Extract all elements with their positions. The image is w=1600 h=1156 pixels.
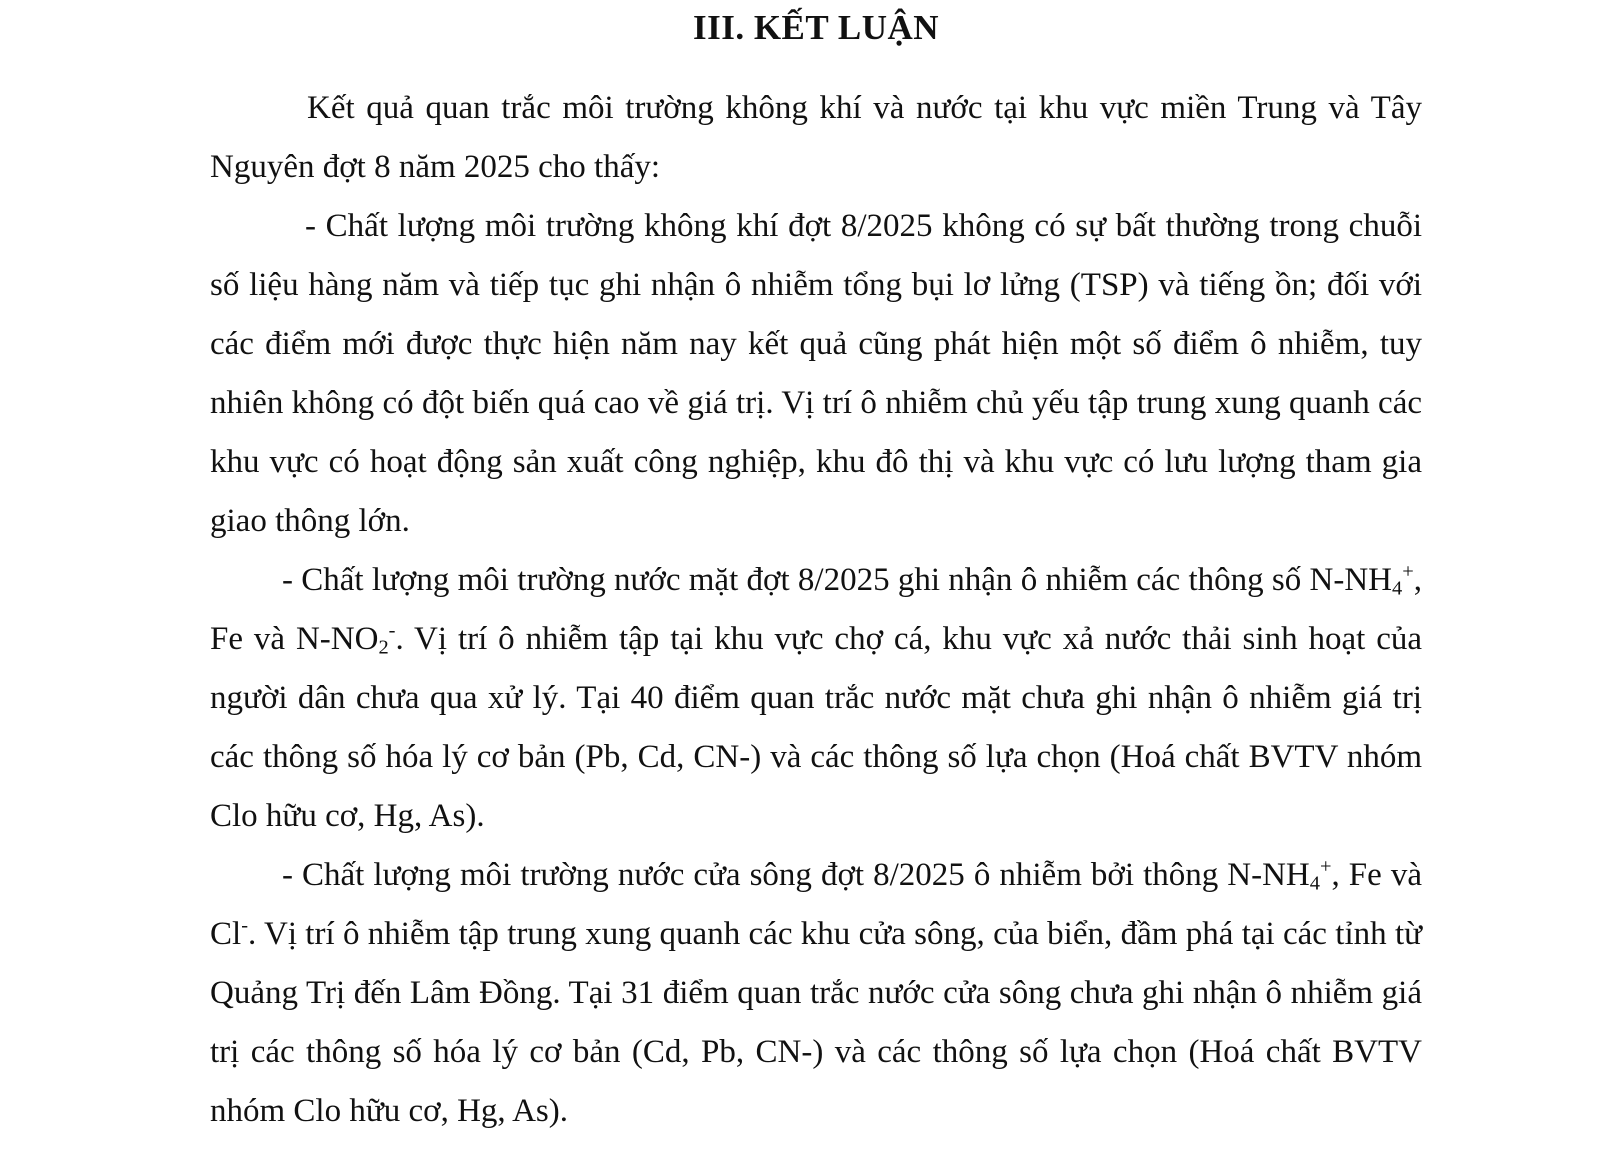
intro-paragraph: Kết quả quan trắc môi trường không khí và nước tại khu vực miền Trung và Tây Nguyên đợt 8 năm 2025 cho thấy: [210, 90, 1422, 185]
surface-water-paragraph [210, 551, 1422, 846]
estuary-water-paragraph [210, 846, 1422, 1141]
surface-water-superscript-2: - [388, 619, 396, 642]
document-page [210, 0, 1422, 1141]
surface-water-subscript-2: 2 [378, 636, 389, 659]
surface-water-text-2: , Fe và N-NO [210, 562, 1422, 657]
surface-water-text-3: . Vị trí ô nhiễm tập tại khu vực chợ cá, khu vực xả nước thải sinh hoạt của người dân chưa qua xử lý. Tại 40 điểm quan trắc nước mặt chưa ghi nhận ô nhiễm giá trị các thông số hóa lý cơ bản (Pb, Cd, CN-) và các thông số lựa chọn (Hoá chất BVTV nhóm Clo hữu cơ, Hg, As). [210, 621, 1422, 834]
estuary-water-subscript-1: 4 [1309, 872, 1320, 895]
air-quality-paragraph: - Chất lượng môi trường không khí đợt 8/2025 không có sự bất thường trong chuỗi số liệu hàng năm và tiếp tục ghi nhận ô nhiễm tổng bụi lơ lửng (TSP) và tiếng ồn; đối với các điểm mới được thực hiện năm nay kết quả cũng phát hiện một số điểm ô nhiễm, tuy nhiên không có đột biến quá cao về giá trị. Vị trí ô nhiễm chủ yếu tập trung xung quanh các khu vực có hoạt động sản xuất công nghiệp, khu đô thị và khu vực có lưu lượng tham gia giao thông lớn. [210, 208, 1422, 539]
section-title: III. KẾT LUẬN [692, 8, 940, 47]
estuary-water-text-3: . Vị trí ô nhiễm tập trung xung quanh các khu cửa sông, của biển, đầm phá tại các tỉnh từ Quảng Trị đến Lâm Đồng. Tại 31 điểm quan trắc nước cửa sông chưa ghi nhận ô nhiễm giá trị các thông số hóa lý cơ bản (Cd, Pb, CN-) và các thông số lựa chọn (Hoá chất BVTV nhóm Clo hữu cơ, Hg, As). [210, 916, 1422, 1129]
surface-water-text-1: - Chất lượng môi trường nước mặt đợt 8/2025 ghi nhận ô nhiễm các thông số N-NH [282, 562, 1392, 598]
surface-water-subscript-1: 4 [1392, 577, 1403, 600]
surface-water-superscript-1: + [1402, 560, 1414, 583]
estuary-water-text-2: , Fe và Cl [210, 857, 1422, 952]
estuary-water-superscript-2: - [241, 914, 248, 937]
estuary-water-text-1: - Chất lượng môi trường nước cửa sông đợt 8/2025 ô nhiễm bởi thông N-NH [282, 857, 1310, 893]
estuary-water-superscript-1: + [1319, 855, 1332, 878]
